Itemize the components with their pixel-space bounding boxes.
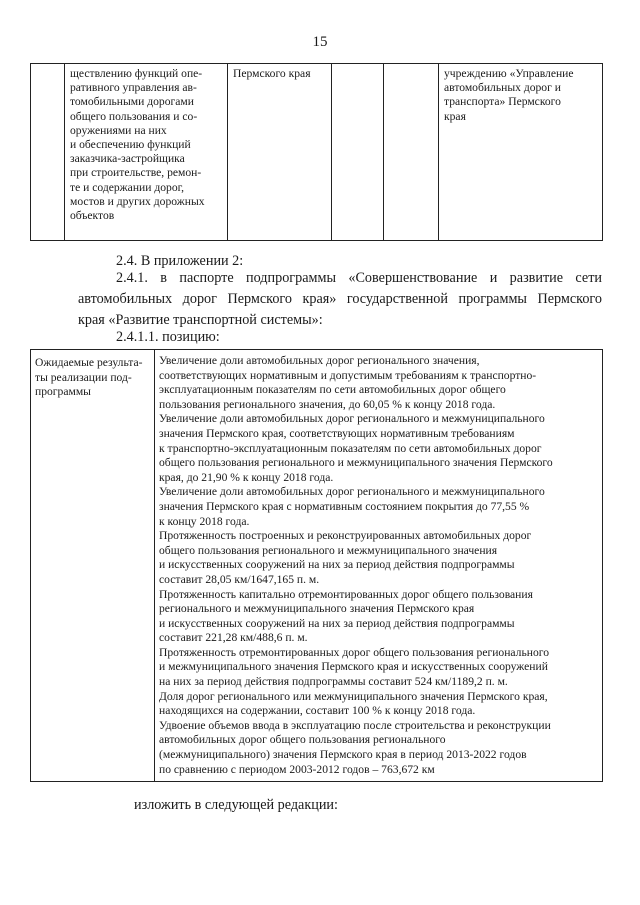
- cell-line: к транспортно-эксплуатационным показателям по сети автомобильных дорог: [159, 441, 542, 455]
- cell-line: заказчика-застройщика: [70, 152, 185, 166]
- cell-line: регионального и межмуниципального значения Пермского края: [159, 602, 475, 616]
- cell-line: при строительстве, ремон-: [70, 166, 202, 180]
- table-cell-function: [65, 64, 228, 241]
- cell-line: и искусственных сооружений на них за период действия подпрограммы: [159, 616, 515, 630]
- table-cell-empty: [31, 64, 65, 241]
- table-cell-recipient: [439, 64, 603, 241]
- section-2-4: 2.4. В приложении 2:: [116, 253, 244, 269]
- cell-line: Увеличение доли автомобильных дорог регионального и межмуниципального: [159, 485, 545, 499]
- cell-line: автомобильных дорог общего пользования регионального: [159, 733, 446, 747]
- cell-line: пользования регионального значения, до 60,05 % к концу 2018 года.: [159, 397, 496, 411]
- cell-line: Увеличение доли автомобильных дорог регионального и межмуниципального: [159, 412, 545, 426]
- cell-line: общего пользования регионального и межмуниципального значения: [159, 543, 498, 557]
- cell-line: объектов: [70, 209, 115, 223]
- section-2-4-1: [78, 268, 602, 331]
- cell-line: оружениями на них: [70, 123, 167, 137]
- cell-line: на них за период действия подпрограммы составит 524 км/1189,2 п. м.: [159, 675, 508, 689]
- cell-line: эксплуатационным показателям по сети автомобильных дорог общего: [159, 383, 506, 397]
- final-instruction: изложить в следующей редакции:: [134, 797, 338, 813]
- table-cell-empty: [332, 64, 384, 241]
- cell-line: общего пользования и со-: [70, 109, 198, 123]
- table-cell-region: [228, 64, 332, 241]
- cell-line: и искусственных сооружений на них за период действия подпрограммы: [159, 558, 515, 572]
- table-row: [31, 64, 603, 241]
- cell-line: находящихся на содержании, составит 100 % к концу 2018 года.: [159, 704, 476, 718]
- page-number: 15: [312, 34, 328, 50]
- cell-line: программы: [35, 385, 91, 399]
- section-2-4-1-1: 2.4.1.1. позицию:: [116, 329, 220, 345]
- position-table: [30, 349, 603, 782]
- cell-line: к концу 2018 года.: [159, 514, 250, 528]
- table-row: [31, 350, 603, 782]
- cell-line: края, до 21,90 % к концу 2018 года.: [159, 470, 334, 484]
- cell-line: и обеспечению функций: [70, 138, 191, 152]
- cell-line: те и содержании дорог,: [70, 180, 184, 194]
- cell-line: по сравнению с периодом 2003-2012 годов – 763,672 км: [159, 762, 435, 776]
- cell-line: Пермского края: [233, 67, 311, 80]
- cell-line: ществлению функций опе-: [70, 67, 203, 80]
- cell-line: Протяженность капитально отремонтированных дорог общего пользования: [159, 587, 533, 601]
- cell-line: учреждению «Управление: [444, 67, 574, 80]
- cell-line: томобильными дорогами: [70, 95, 194, 109]
- cell-line: Протяженность построенных и реконструированных автомобильных дорог: [159, 529, 532, 543]
- cell-line: значения Пермского края, соответствующих нормативным требованиям: [159, 426, 515, 440]
- cell-line: Ожидаемые результа-: [35, 356, 143, 369]
- table-cell-empty: [384, 64, 439, 241]
- cell-line: Протяженность отремонтированных дорог общего пользования регионального: [159, 645, 550, 659]
- table-cell-results: [155, 350, 603, 782]
- cell-line: Удвоение объемов ввода в эксплуатацию после строительства и реконструкции: [159, 718, 551, 732]
- continuation-table: [30, 63, 603, 241]
- cell-line: Доля дорог регионального или межмуниципального значения Пермского края,: [159, 689, 548, 703]
- cell-line: Увеличение доли автомобильных дорог регионального значения,: [159, 354, 480, 367]
- cell-line: (межмуниципального) значения Пермского края в период 2013-2022 годов: [159, 748, 527, 762]
- cell-line: значения Пермского края с нормативным состоянием покрытия до 77,55 %: [159, 499, 530, 513]
- cell-line: транспорта» Пермского: [444, 95, 561, 109]
- cell-line: ративного управления ав-: [70, 81, 197, 95]
- paragraph-line: автомобильных дорог Пермского края» государственной программы Пермского: [78, 291, 602, 307]
- cell-line: края: [444, 109, 466, 123]
- cell-line: автомобильных дорог и: [444, 81, 561, 95]
- paragraph-line: 2.4.1. в паспорте подпрограммы «Совершенствование и развитие сети: [116, 270, 602, 286]
- cell-line: составит 28,05 км/1647,165 п. м.: [159, 572, 320, 586]
- table-cell-label: [31, 350, 155, 782]
- cell-line: мостов и других дорожных: [70, 194, 205, 208]
- cell-line: общего пользования регионального и межмуниципального значения Пермского: [159, 456, 553, 470]
- paragraph-line: края «Развитие транспортной системы»:: [78, 312, 323, 328]
- cell-line: соответствующих нормативным и допустимым требованиям к транспортно-: [159, 368, 537, 382]
- cell-line: и межмуниципального значения Пермского края и искусственных сооружений: [159, 660, 548, 674]
- cell-line: ты реализации под-: [35, 370, 132, 384]
- cell-line: составит 221,28 км/488,6 п. м.: [159, 631, 308, 645]
